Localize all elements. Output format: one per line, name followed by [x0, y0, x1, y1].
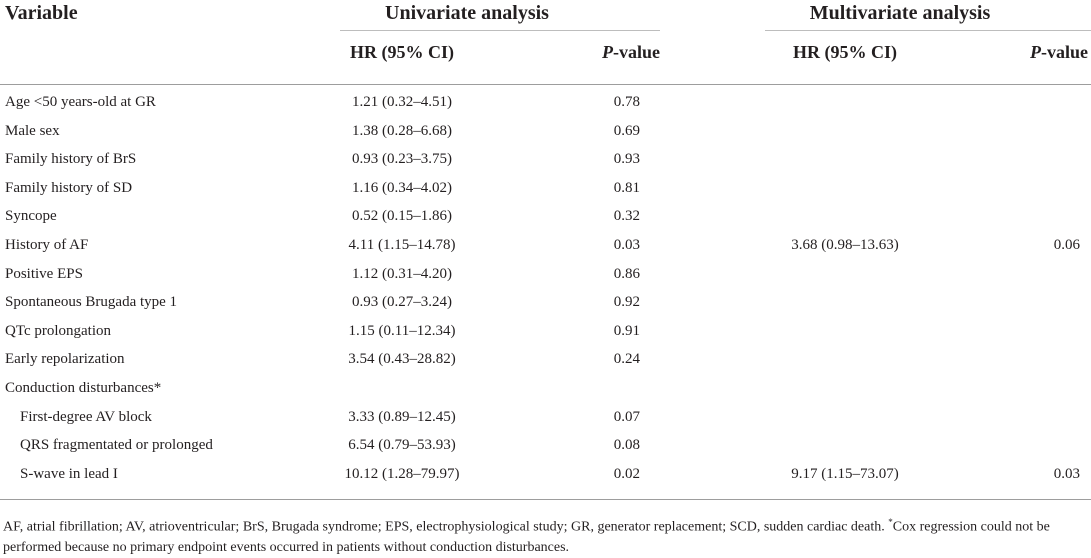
header-univariate-hr: HR (95% CI) [350, 42, 454, 62]
row-univariate-hr: 3.54 (0.43–28.82) [348, 351, 456, 367]
table-footnote: AF, atrial fibrillation; AV, atrioventricular; BrS, Brugada syndrome; EPS, electrophysiological study; GR, generator replacement; SCD, sudden cardiac death. *Cox regression could not be performed because no primary endpoint events occurred in patients without conduction disturbances. [3, 517, 1050, 555]
header-multivariate-hr: HR (95% CI) [793, 42, 897, 62]
univariate-underline [340, 30, 660, 31]
row-univariate-hr: 1.15 (0.11–12.34) [348, 323, 456, 339]
row-univariate-p: 0.32 [613, 208, 640, 224]
row-univariate-p: 0.24 [613, 351, 640, 367]
row-variable: Early repolarization [5, 351, 125, 367]
row-variable: Family history of BrS [5, 151, 137, 167]
row-variable: Spontaneous Brugada type 1 [5, 294, 178, 310]
header-univariate-p: P-value [602, 42, 660, 62]
row-variable: Family history of SD [5, 180, 133, 196]
row-univariate-p: 0.78 [613, 94, 640, 110]
row-variable: QTc prolongation [5, 323, 112, 339]
row-univariate-hr: 1.12 (0.31–4.20) [352, 266, 452, 282]
row-univariate-hr: 0.52 (0.15–1.86) [352, 208, 452, 224]
row-univariate-p: 0.91 [613, 323, 640, 339]
row-multivariate-p: 0.06 [1053, 237, 1080, 253]
bottom-rule [0, 499, 1091, 500]
row-univariate-hr: 3.33 (0.89–12.45) [348, 409, 456, 425]
row-multivariate-hr: 9.17 (1.15–73.07) [791, 466, 899, 482]
row-variable: QRS fragmentated or prolonged [20, 437, 213, 453]
row-univariate-p: 0.03 [613, 237, 640, 253]
row-variable: History of AF [5, 237, 89, 253]
header-multivariate: Multivariate analysis [809, 2, 991, 24]
row-univariate-hr: 0.93 (0.27–3.24) [352, 294, 452, 310]
row-variable: Conduction disturbances* [5, 380, 162, 396]
row-variable: S-wave in lead I [20, 466, 118, 482]
row-univariate-hr: 4.11 (1.15–14.78) [348, 237, 456, 253]
row-variable: Age <50 years-old at GR [5, 94, 156, 110]
row-univariate-hr: 1.38 (0.28–6.68) [352, 123, 452, 139]
row-multivariate-hr: 3.68 (0.98–13.63) [791, 237, 899, 253]
row-variable: Male sex [5, 123, 60, 139]
row-univariate-hr: 1.21 (0.32–4.51) [352, 94, 452, 110]
row-variable: Positive EPS [5, 266, 83, 282]
row-univariate-p: 0.69 [613, 123, 640, 139]
row-univariate-hr: 1.16 (0.34–4.02) [352, 180, 452, 196]
header-univariate: Univariate analysis [385, 2, 549, 24]
header-multivariate-p: P-value [1030, 42, 1088, 62]
row-univariate-p: 0.08 [613, 437, 640, 453]
row-variable: Syncope [5, 208, 57, 224]
multivariate-underline [765, 30, 1091, 31]
row-univariate-hr: 10.12 (1.28–79.97) [344, 466, 460, 482]
row-variable: First-degree AV block [20, 409, 152, 425]
row-univariate-hr: 0.93 (0.23–3.75) [352, 151, 452, 167]
row-univariate-p: 0.86 [613, 266, 640, 282]
header-variable: Variable [5, 2, 78, 24]
row-univariate-p: 0.93 [613, 151, 640, 167]
row-multivariate-p: 0.03 [1053, 466, 1080, 482]
row-univariate-hr: 6.54 (0.79–53.93) [348, 437, 456, 453]
row-univariate-p: 0.02 [613, 466, 640, 482]
row-univariate-p: 0.81 [613, 180, 640, 196]
header-rule [0, 84, 1091, 85]
row-univariate-p: 0.92 [613, 294, 640, 310]
row-univariate-p: 0.07 [613, 409, 640, 425]
